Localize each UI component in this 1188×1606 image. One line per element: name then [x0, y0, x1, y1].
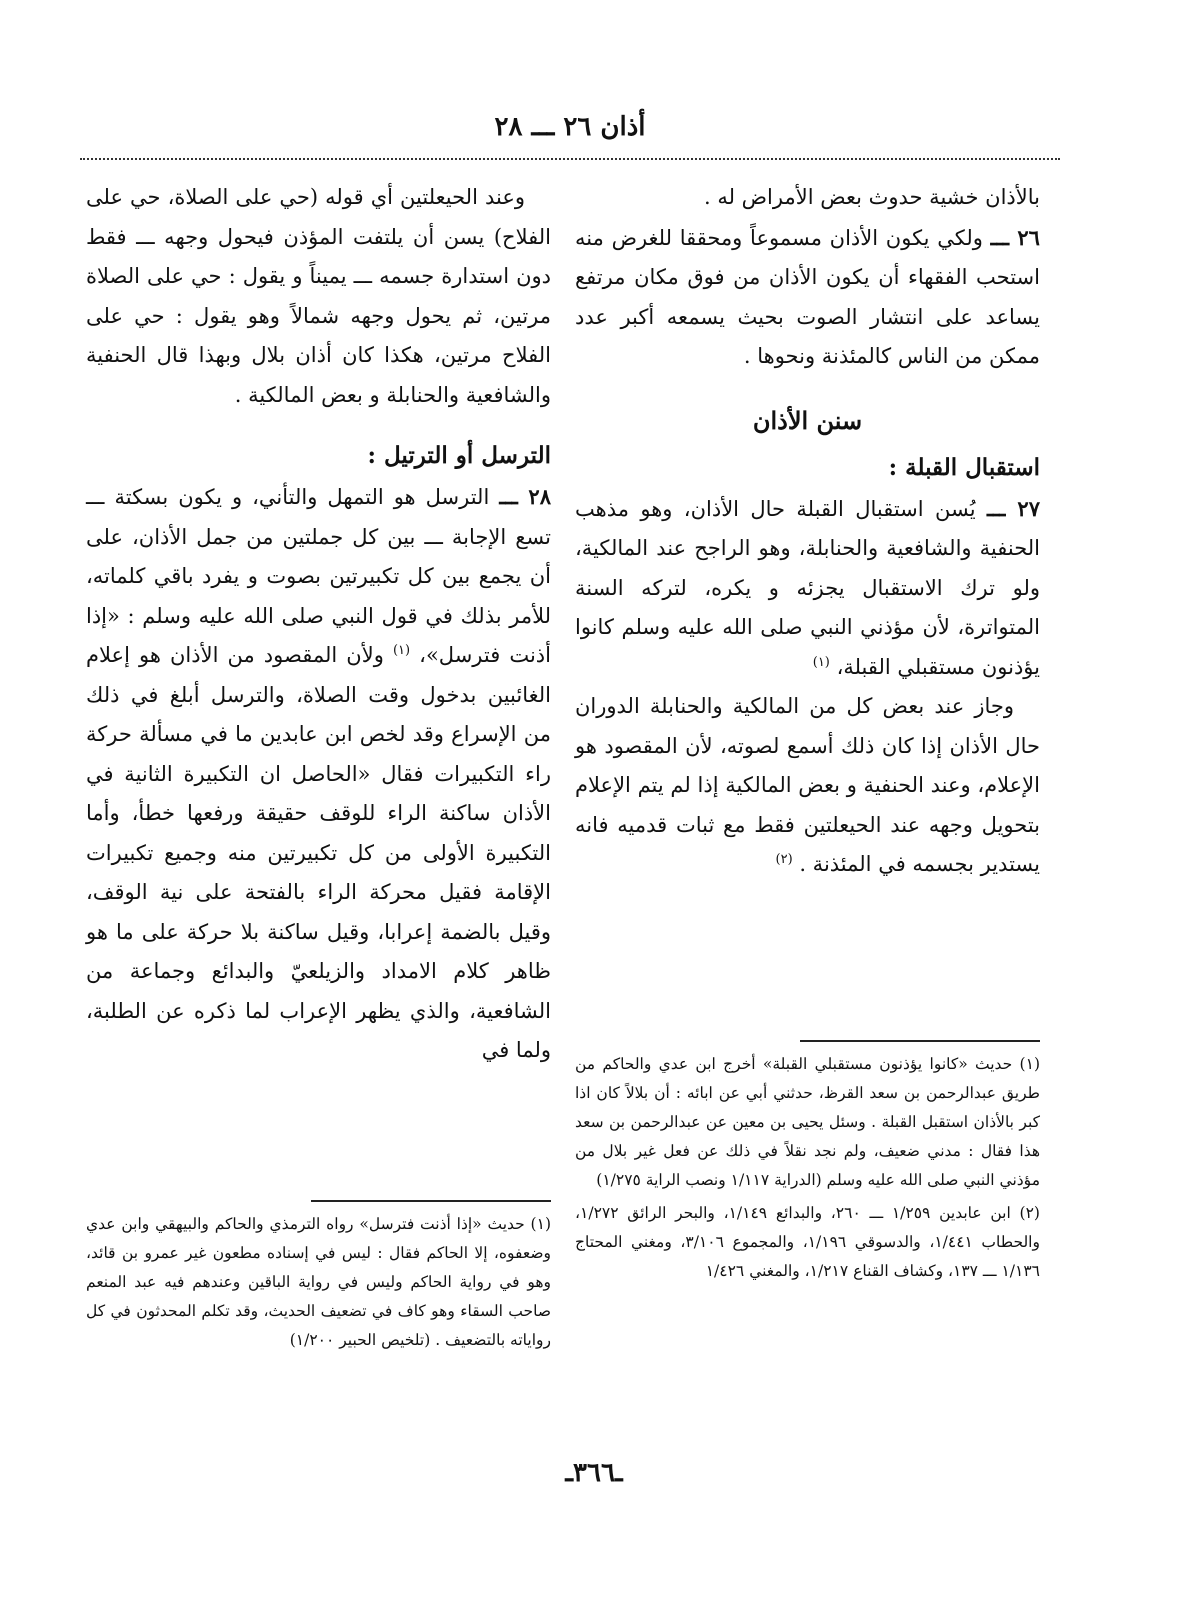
right-column	[575, 178, 1040, 885]
footnotes-right	[575, 1050, 1040, 1290]
paragraph-27-text: يُسن استقبال القبلة حال الأذان، وهو مذهب الحنفية والشافعية والحنابلة، وهو الراجح عند المالكية، ولو ترك الاستقبال يجزئه و يكره، لتركه السنة المتواترة، لأن مؤذني النبي صلى الله عليه وسلم كانوا يؤذنون مستقبلي القبلة،	[575, 496, 1040, 679]
footnote-rule-left	[311, 1200, 551, 1202]
footnote-right-1: (١) حديث «كانوا يؤذنون مستقبلي القبلة» أخرج ابن عدي والحاكم من طريق عبدالرحمن بن سعد القرظ، حدثني أبي عن ابائه : أن بلالاً كان اذا كبر بالأذان استقبل القبلة . وسئل يحيى بن معين عن عبدالرحمن بن سعد هذا فقال : مدني ضعيف، ولم نجد نقلاً في ذلك عن فعل غير بلال من مؤذني النبي صلى الله عليه وسلم (الدراية ١/١١٧ ونصب الراية ١/٢٧٥)	[575, 1055, 1040, 1189]
footnote-ref-1-left: (١)	[392, 643, 411, 658]
paragraph-26	[575, 218, 1040, 377]
footnote-left-1: (١) حديث «إذا أذنت فترسل» رواه الترمذي والحاكم والبيهقي وابن عدي وضعفوه، إلا الحاكم فقال : ليس في إسناده مطعون غير عمرو بن قائد، وهو في رواية الحاكم وليس في رواية الباقين وعندهم فيه عبد المنعم صاحب السقاء وهو كاف في تضعيف الحديث، وقد تكلم المحدثون في كل رواياته بالتضعيف . (تلخيص الحبير ١/٢٠٠)	[86, 1215, 551, 1349]
right-intro-paragraph: بالأذان خشية حدوث بعض الأمراض له .	[703, 185, 1040, 209]
paragraph-28-text-b: ولأن المقصود من الأذان هو إعلام الغائبين بدخول وقت الصلاة، والترسل أبلغ في ذلك من الإسراع وقد لخص ابن عابدين ما في مسألة حركة راء التكبيرات فقال «الحاصل ان التكبيرة الثانية في الأذان ساكنة الراء للوقف حقيقة ورفعها خطأ، وأما التكبيرة الأولى من كل تكبيرتين منه وجميع تكبيرات الإقامة فقيل محركة الراء بالفتحة على نية الوقف، وقيل بالضمة إعرابا، وقيل ساكنة بلا حركة على ما هو ظاهر كلام الامداد والزيلعيّ والبدائع وجماعة من الشافعية، والذي يظهر الإعراب لما ذكره عن الطلبة، ولما في	[86, 643, 551, 1062]
paragraph-28-text-a: الترسل هو التمهل والتأني، و يكون بسكتة ـــ تسع الإجابة ـــ بين كل جملتين من جمل الأذان، على أن يجمع بين كل تكبيرتين بصوت و يفرد باقي كلماته، للأمر بذلك في قول النبي صلى الله عليه وسلم : «إذا أذنت فترسل»،	[86, 485, 551, 667]
running-header: أذان ٢٦ ـــ ٢٨	[494, 112, 646, 142]
paragraph-26-number: ٢٦ ـــ	[990, 224, 1040, 250]
section-title: سنن الأذان	[752, 405, 863, 435]
paragraph-27	[575, 489, 1040, 688]
header-dotted-rule	[80, 158, 1060, 160]
paragraph-28-number: ٢٨ ـــ	[499, 484, 551, 509]
subheading-tarassul: الترسل أو الترتيل :	[367, 442, 551, 469]
left-column	[86, 178, 551, 1071]
paragraph-28	[86, 477, 551, 1071]
footnote-right-2: (٢) ابن عابدين ١/٢٥٩ ـــ ٢٦٠، والبدائع ١/١٤٩، والبحر الرائق ١/٢٧٢، والحطاب ١/٤٤١، والدسوقي ١/١٩٦، والمجموع ٣/١٠٦، ومغني المحتاج ١/١٣٦ ـــ ١٣٧، وكشاف القناع ١/٢١٧، والمغني ١/٤٢٦	[575, 1204, 1040, 1280]
footnote-ref-1-right: (١)	[812, 654, 830, 670]
paragraph-26-text: ولكي يكون الأذان مسموعاً ومحققا للغرض منه استحب الفقهاء أن يكون الأذان من فوق مكان مرتفع يساعد على انتشار الصوت بحيث يسمعه أكبر عدد ممكن من الناس كالمئذنة ونحوها .	[575, 225, 1040, 368]
subheading-qibla: استقبال القبلة :	[888, 453, 1040, 481]
page-number: ـ٣٦٦ـ	[565, 1458, 623, 1488]
footnote-ref-2-right: (٢)	[775, 852, 793, 867]
paragraph-27b-text: وجاز عند بعض كل من المالكية والحنابلة الدوران حال الأذان إذا كان ذلك أسمع لصوته، لأن المقصود هو الإعلام، وعند الحنفية و بعض المالكية إذا لم يتم الإعلام بتحويل وجهه عند الحيعلتين فقط مع ثبات قدميه فانه يستدير بجسمه في المئذنة .	[575, 694, 1040, 876]
footnotes-left	[86, 1210, 551, 1359]
footnote-rule-right	[800, 1040, 1040, 1042]
left-intro-paragraph: وعند الحيعلتين أي قوله (حي على الصلاة، حي على الفلاح) يسن أن يلتفت المؤذن فيحول وجهه ـــ فقط دون استدارة جسمه ـــ يميناً و يقول : حي على الصلاة مرتين، ثم يحول وجهه شمالاً وهو يقول : حي على الفلاح مرتين، هكذا كان أذان بلال وبهذا قال الحنفية والشافعية والحنابلة و بعض المالكية .	[86, 185, 551, 407]
paragraph-27b	[575, 687, 1040, 885]
paragraph-27-number: ٢٧ ـــ	[986, 495, 1040, 521]
